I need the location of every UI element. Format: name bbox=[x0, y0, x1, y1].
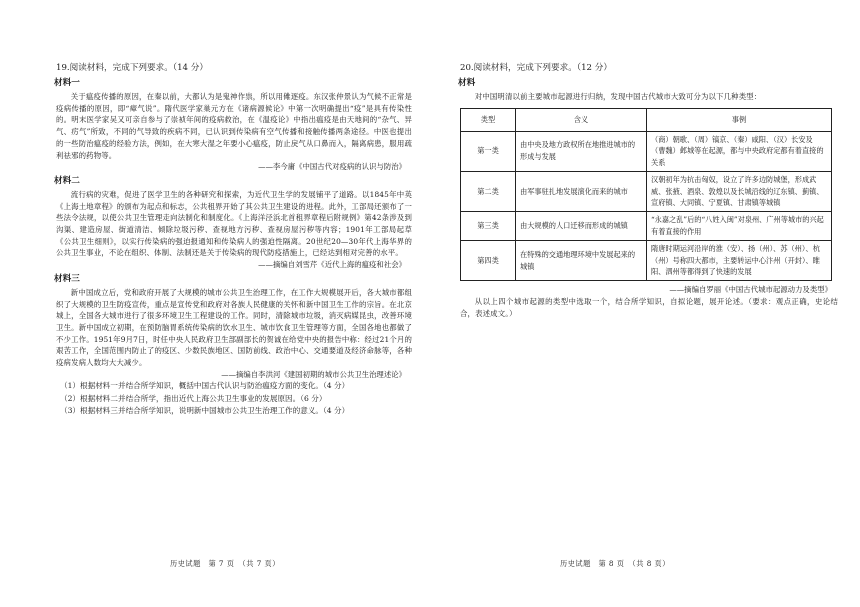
sub-question: （2）根据材料二并结合所学，指出近代上海公共卫生事业的发展原因。（6 分） bbox=[60, 393, 327, 403]
material-citation: ——摘编自刘雪芹《近代上海的瘟疫和社会》 bbox=[258, 260, 406, 270]
question-title: 20.阅读材料，完成下列要求。（12 分） bbox=[460, 63, 612, 73]
material-citation: ——摘编自李洪河《建国初期的城市公共卫生治理述论》 bbox=[221, 369, 406, 379]
table-cell-examples: 隋唐时期运河沿岸的淮（安）、扬（州）、苏（州）、杭（州）号称四大都市，主要转运中心汴州（开封）、睢阳、泗州等都得到了快速的发展 bbox=[647, 240, 832, 280]
table-cell-type: 第一类 bbox=[461, 131, 516, 171]
question-title: 19.阅读材料，完成下列要求。（14 分） bbox=[56, 63, 208, 73]
table-cell-type: 第三类 bbox=[461, 212, 516, 241]
table-header-type: 类型 bbox=[461, 108, 516, 131]
table-cell-meaning: 由大规模的人口迁移而形成的城镇 bbox=[516, 212, 647, 241]
table-row bbox=[461, 212, 832, 241]
table-cell-meaning: 由中央及地方政权所在地推进城市的形成与发展 bbox=[516, 131, 647, 171]
material-citation: ——李今庸《中国古代对疫病的认识与防治》 bbox=[258, 162, 406, 172]
material-heading: 材料三 bbox=[54, 273, 80, 284]
material-citation: ——摘编自罗丽《中国古代城市起源动力及类型》 bbox=[669, 285, 832, 295]
material-paragraph: 关于瘟疫传播的原因，在秦以前，大都认为是鬼神作祟，所以用傩逐疫。东汉张仲景认为气候不正常是疫病传播的原因，即“瘴气说”。隋代医学家巢元方在《诸病源候论》中第一次明确提出“疫”是具有传染性的。明末医学家吴又可亲自参与了崇祯年间的疫病救治，在《温疫论》中指出瘟疫是由天地间的“杂气、异气、疠气”所致，不同的气导致的疾病不同，已认识到传染病有空气传播和接触传播两条途径。中医也提出的一些防治瘟疫的经验方法，例如，在大寒大湿之年要小心瘟疫，防止戾气从口鼻而入，隔离病患，服用疏利祛邪的药物等。 bbox=[56, 92, 412, 160]
table-cell-type: 第二类 bbox=[461, 171, 516, 211]
table-row bbox=[461, 171, 832, 211]
page-footer: 历史试题 第 8 页 （共 8 页） bbox=[560, 559, 670, 568]
material-intro: 对中国明清以前主要城市起源进行归纳，发现中国古代城市大致可分为以下几种类型： bbox=[474, 92, 762, 101]
table-header-row bbox=[461, 108, 832, 131]
right-page bbox=[430, 0, 860, 607]
sub-question: （3）根据材料三并结合所学知识，说明新中国城市公共卫生治理工作的意义。（4 分） bbox=[60, 406, 350, 416]
table-header-meaning: 含义 bbox=[516, 108, 647, 131]
question-prompt: 从以上四个城市起源的类型中选取一个，结合所学知识，自拟论题，展开论述。（要求：观点正确，史论结合，表述成文。） bbox=[460, 296, 838, 318]
city-types-table bbox=[460, 108, 832, 282]
material-paragraph: 流行病的灾难，促进了医学卫生的各种研究和探索，为近代卫生学的发展铺平了道路。以1845年中英《上海土地章程》的颁布为起点和标志，公共租界开始了其公共卫生建设的进程。此外，工部局还颁布了一些法令法规，以使公共卫生管理走向法制化和制度化。《上海洋泾浜北首租界章程后附规例》第42条涉及到沟渠、建造房屋、街道清洁、倾除垃圾污秽、查视地方污秽、查视房屋污秽等内容；1901年工部局起草《公共卫生细则》，以实行传染病的强迫报通知和传染病人的强迫性隔离。20世纪20—30年代上海华界的公共卫生事业，不论在组织、体制、法制还是关于传染病的现代防疫措施上，已经达到相对完善的水平。 bbox=[56, 189, 412, 258]
table-cell-examples: “永嘉之乱”后的“八姓入闽”对泉州、广州等城市的兴起有着直接的作用 bbox=[647, 212, 832, 241]
material-heading: 材料一 bbox=[54, 78, 80, 88]
material-paragraph: 新中国成立后，党和政府开展了大规模的城市公共卫生治理工作，在工作大规模展开后，各大城市都组织了大规模的卫生防疫宣传，重点是宣传党和政府对各族人民健康的关怀和新中国卫生工作的宗旨。在北京城上，全国各大城市进行了很多环境卫生工程建设的工作。同时，清除城市垃圾，消灭病媒昆虫，改善环境卫生。新中国成立初期，在预防脑胃系统传染病的饮水卫生、城市饮食卫生管理等方面，全国各地也都做了不少工作。1951年9月7日，时任中央人民政府卫生部副部长的贺诚在给党中央的报告中称：经过21个月的艰苦工作，全国范围内防止了的疫区、少数民族地区、国防前线、政治中心、交通要道及经济命脉等，各种疫病发病人数均大大减少。 bbox=[56, 287, 412, 368]
sub-question: （1）根据材料一并结合所学知识，概括中国古代认识与防治瘟疫方面的变化。（4 分） bbox=[60, 381, 350, 391]
table-cell-type: 第四类 bbox=[461, 240, 516, 280]
table-header-examples: 事例 bbox=[647, 108, 832, 131]
table-cell-examples: （商）朝歌、（周）镐京、（秦）咸阳、（汉）长安及（曹魏）邺城等在起源，都与中央政府定都有着直接的关系 bbox=[647, 131, 832, 171]
table-cell-meaning: 在特殊的交通地理环境中发展起来的城镇 bbox=[516, 240, 647, 280]
material-heading: 材料二 bbox=[54, 175, 80, 186]
table-row bbox=[461, 131, 832, 171]
table-cell-meaning: 由军事驻扎地发展演化而来的城市 bbox=[516, 171, 647, 211]
page-footer: 历史试题 第 7 页 （共 7 页） bbox=[170, 559, 280, 568]
table-cell-examples: 汉朝初年为抗击匈奴，设立了许多边防城堡，形成武威、张掖、酒泉、敦煌以及长城沿线的辽东镇、蓟镇、宣府镇、大同镇、宁夏镇、甘肃镇等城镇 bbox=[647, 171, 832, 211]
material-heading: 材料 bbox=[458, 78, 476, 88]
table-row bbox=[461, 240, 832, 280]
